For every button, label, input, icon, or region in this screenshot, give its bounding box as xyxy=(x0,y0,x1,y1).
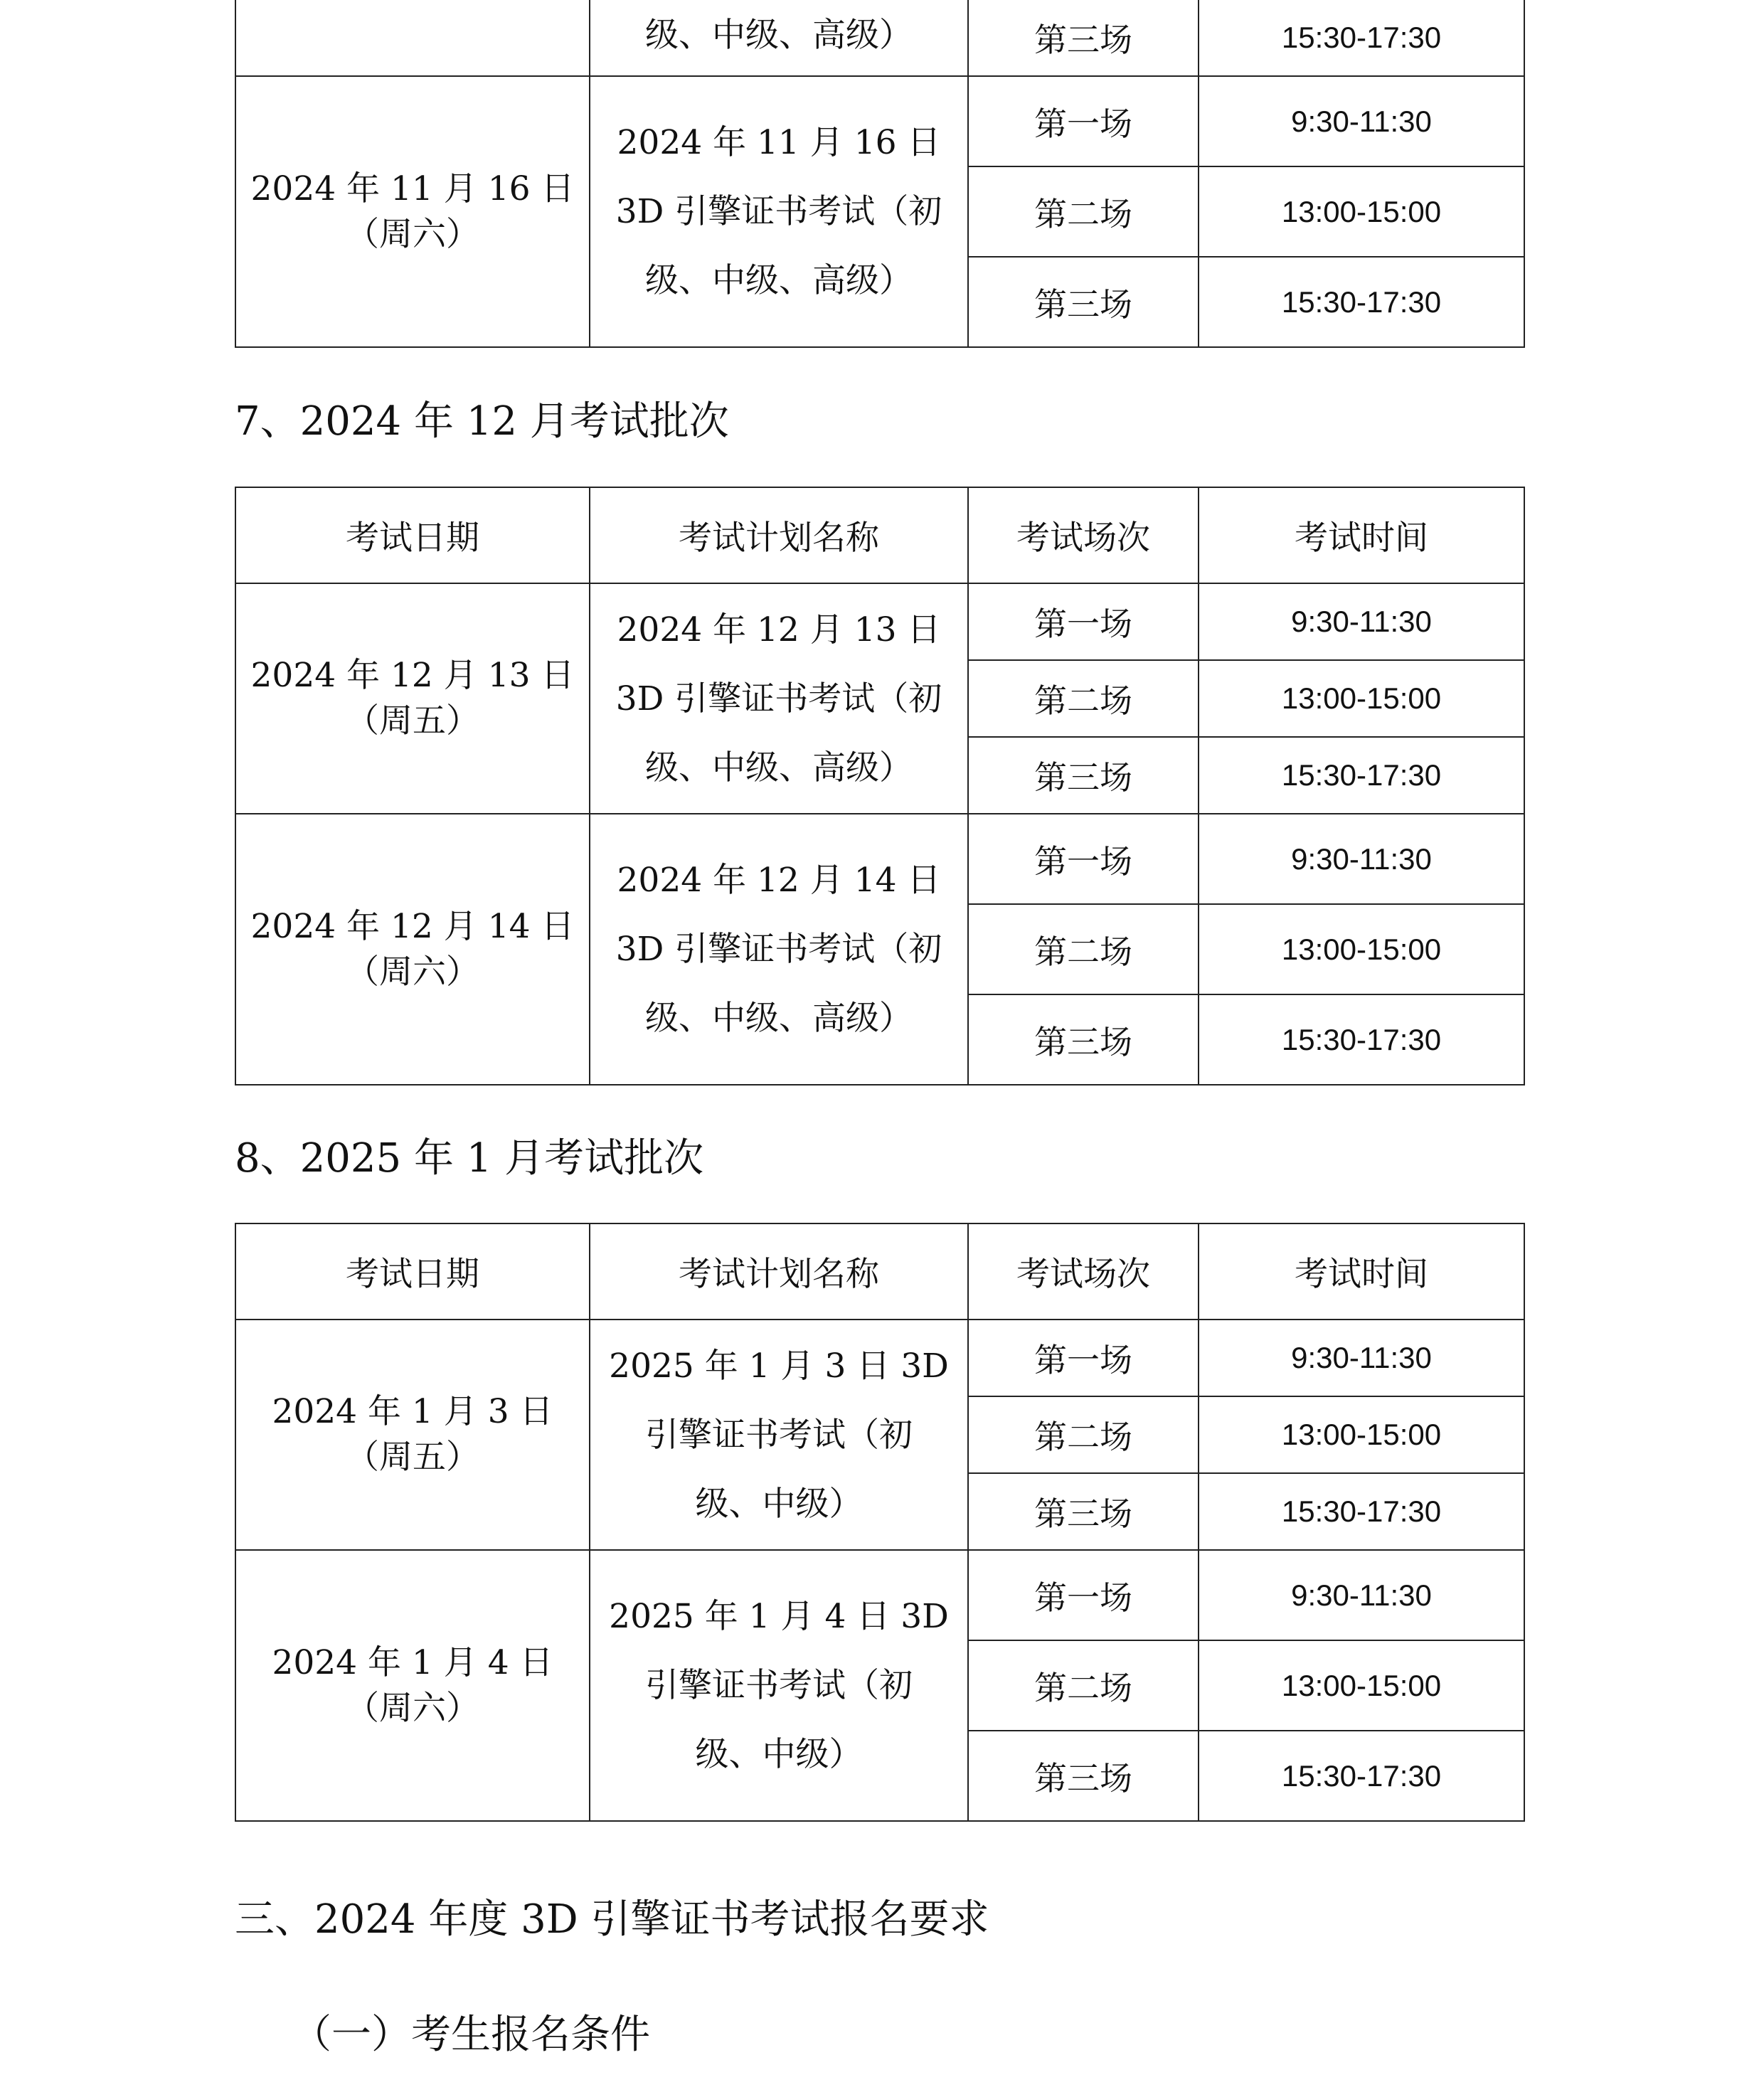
table-row xyxy=(235,583,1524,660)
time-cell: 15:30-17:30 xyxy=(1199,257,1524,347)
plan-name-line: 级、中级） xyxy=(695,1484,863,1524)
time-cell: 15:30-17:30 xyxy=(1199,0,1524,76)
exam-weekday: （周五） xyxy=(346,701,479,740)
column-header-time: 考试时间 xyxy=(1199,1223,1524,1320)
session-cell: 第二场 xyxy=(968,166,1199,257)
time-cell: 13:00-15:00 xyxy=(1199,660,1524,737)
column-header-plan: 考试计划名称 xyxy=(590,487,968,583)
exam-date: 2024 年 11 月 16 日 xyxy=(250,169,575,208)
plan-name-cell xyxy=(590,0,968,76)
session-cell: 第一场 xyxy=(968,1550,1199,1640)
schedule-table-december xyxy=(235,487,1525,1085)
exam-date: 2024 年 12 月 13 日 xyxy=(250,656,575,695)
session-cell: 第二场 xyxy=(968,1396,1199,1473)
plan-name-line: 级、中级、高级） xyxy=(645,261,913,300)
subheading-eligibility: （一）考生报名条件 xyxy=(292,2012,650,2058)
session-cell: 第三场 xyxy=(968,257,1199,347)
exam-date: 2024 年 1 月 4 日 xyxy=(272,1642,553,1682)
plan-name-line: 级、中级、高级） xyxy=(645,999,913,1038)
exam-date-cell xyxy=(235,1320,590,1550)
time-cell: 9:30-11:30 xyxy=(1199,1550,1524,1640)
table-row xyxy=(235,1550,1524,1640)
plan-name-line: 级、中级、高级） xyxy=(645,748,913,787)
schedule-table-november xyxy=(235,0,1525,348)
plan-name-tail: 级、中级、高级） xyxy=(645,16,913,55)
schedule-table-january xyxy=(235,1223,1525,1822)
table-row xyxy=(235,1320,1524,1396)
table-row xyxy=(235,0,1524,76)
time-cell: 9:30-11:30 xyxy=(1199,76,1524,166)
table-row xyxy=(235,76,1524,166)
table-row xyxy=(235,814,1524,904)
exam-date: 2024 年 1 月 3 日 xyxy=(272,1392,553,1431)
exam-date-cell xyxy=(235,583,590,814)
section-heading-registration: 三、2024 年度 3D 引擎证书考试报名要求 xyxy=(235,1896,989,1943)
column-header-date: 考试日期 xyxy=(235,487,590,583)
time-cell: 15:30-17:30 xyxy=(1199,737,1524,814)
table-header-row xyxy=(235,487,1524,583)
table-header-row xyxy=(235,1223,1524,1320)
time-cell: 15:30-17:30 xyxy=(1199,994,1524,1085)
session-cell: 第二场 xyxy=(968,904,1199,994)
session-cell: 第一场 xyxy=(968,1320,1199,1396)
exam-weekday: （周六） xyxy=(346,952,479,992)
column-header-plan: 考试计划名称 xyxy=(590,1223,968,1320)
plan-name-line: 2025 年 1 月 4 日 3D xyxy=(609,1597,949,1636)
plan-name-line: 引擎证书考试（初 xyxy=(645,1415,913,1455)
exam-date-cell xyxy=(235,76,590,347)
time-cell: 13:00-15:00 xyxy=(1199,904,1524,994)
plan-name-line: 引擎证书考试（初 xyxy=(645,1666,913,1705)
plan-name-line: 2024 年 12 月 13 日 xyxy=(617,610,941,649)
date-cell-empty xyxy=(235,0,590,76)
exam-date-cell xyxy=(235,1550,590,1821)
time-cell: 13:00-15:00 xyxy=(1199,1396,1524,1473)
column-header-session: 考试场次 xyxy=(968,1223,1199,1320)
plan-name-cell xyxy=(590,583,968,814)
time-cell: 13:00-15:00 xyxy=(1199,1640,1524,1731)
plan-name-cell xyxy=(590,1550,968,1821)
session-cell: 第三场 xyxy=(968,1731,1199,1821)
session-cell: 第三场 xyxy=(968,994,1199,1085)
plan-name-line: 2024 年 12 月 14 日 xyxy=(617,861,941,900)
plan-name-line: 3D 引擎证书考试（初 xyxy=(615,679,942,718)
time-cell: 13:00-15:00 xyxy=(1199,166,1524,257)
session-cell: 第三场 xyxy=(968,1473,1199,1550)
session-cell: 第三场 xyxy=(968,737,1199,814)
session-cell: 第一场 xyxy=(968,583,1199,660)
plan-name-cell xyxy=(590,76,968,347)
time-cell: 9:30-11:30 xyxy=(1199,1320,1524,1396)
plan-name-line: 3D 引擎证书考试（初 xyxy=(615,930,942,969)
plan-name-line: 2025 年 1 月 3 日 3D xyxy=(609,1346,949,1386)
section-heading-january: 8、2025 年 1 月考试批次 xyxy=(235,1135,704,1182)
plan-name-line: 3D 引擎证书考试（初 xyxy=(615,192,942,231)
exam-weekday: （周六） xyxy=(346,214,479,254)
exam-weekday: （周六） xyxy=(346,1688,479,1728)
plan-name-cell xyxy=(590,1320,968,1550)
time-cell: 9:30-11:30 xyxy=(1199,814,1524,904)
time-cell: 9:30-11:30 xyxy=(1199,583,1524,660)
column-header-date: 考试日期 xyxy=(235,1223,590,1320)
session-cell: 第一场 xyxy=(968,76,1199,166)
section-heading-december: 7、2024 年 12 月考试批次 xyxy=(235,398,729,445)
exam-date: 2024 年 12 月 14 日 xyxy=(250,906,575,946)
session-cell: 第三场 xyxy=(968,0,1199,76)
session-cell: 第二场 xyxy=(968,660,1199,737)
session-cell: 第一场 xyxy=(968,814,1199,904)
column-header-session: 考试场次 xyxy=(968,487,1199,583)
exam-date-cell xyxy=(235,814,590,1085)
plan-name-cell xyxy=(590,814,968,1085)
time-cell: 15:30-17:30 xyxy=(1199,1731,1524,1821)
plan-name-line: 2024 年 11 月 16 日 xyxy=(617,123,941,162)
exam-weekday: （周五） xyxy=(346,1438,479,1477)
column-header-time: 考试时间 xyxy=(1199,487,1524,583)
plan-name-line: 级、中级） xyxy=(695,1735,863,1774)
time-cell: 15:30-17:30 xyxy=(1199,1473,1524,1550)
session-cell: 第二场 xyxy=(968,1640,1199,1731)
